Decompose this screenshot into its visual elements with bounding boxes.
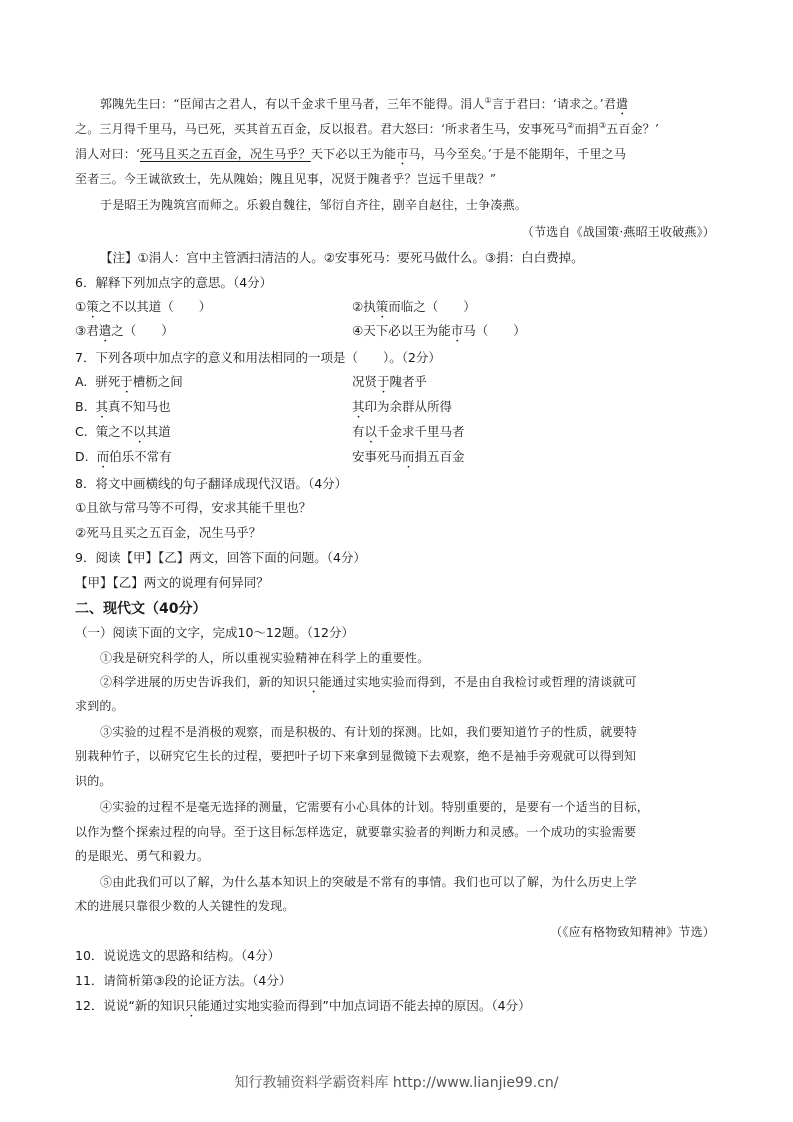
para-2-line-2: 求到的。: [75, 699, 124, 713]
text: 涓人对曰：‘: [75, 147, 141, 161]
q10-stem: 10．说说选文的思路和结构。（4分）: [75, 948, 281, 963]
para-5-line-1: ⑤由此我们可以了解，为什么基本知识上的突破是不常有的事情。我们也可以了解，为什么历史上学: [100, 875, 637, 889]
q7-option-d-left: D. 而伯乐不常有: [75, 449, 172, 464]
footnote-mark: ②: [567, 121, 575, 130]
q7-option-a-right: 况贤于隗者乎: [352, 374, 428, 389]
q7-option-c-left: C. 策之不以其道: [75, 424, 171, 439]
q8-sentence-2: ②死马且买之五百金，况生马乎？: [75, 525, 262, 540]
section-source: （《应有格物致知精神》节选）: [550, 925, 715, 939]
q6-item-d: ④天下必以王为能市马（ ）: [352, 323, 526, 338]
passage-note: 【注】①涓人：宫中主管洒扫清洁的人。②安事死马：要死马做什么。③捐：白白费掉。: [100, 250, 584, 265]
para-4-line-3: 的是眼光、勇气和毅力。: [75, 849, 210, 863]
q7-option-a-left: A. 骈死于槽枥之间: [75, 374, 183, 389]
para-1: ①我是研究科学的人，所以重视实验精神在科学上的重要性。: [100, 651, 430, 665]
q6-stem: 6．解释下列加点字的意思。（4分）: [75, 275, 273, 290]
para-3-line-3: 识的。: [75, 774, 112, 788]
q8-sentence-1: ①且欲与常马等不可得，安求其能千里也？: [75, 500, 312, 515]
text: 言于君曰：‘请求之。’君: [491, 97, 616, 111]
dotted-char: 遣: [615, 97, 629, 111]
passage-line-4: 至者三。今王诚欲致士，先从隗始；隗且见事，况贤于隗者乎？岂远千里哉？”: [75, 172, 497, 186]
q7-option-b-right: 其印为余群从所得: [352, 399, 453, 414]
q7-option-d-right: 安事死马而捐五百金: [352, 449, 465, 464]
q11-stem: 11．请简析第③段的论证方法。（4分）: [75, 973, 292, 988]
text: 马，马今至矣。’于是不能期年，千里之马: [408, 147, 627, 161]
q7-stem: 7．下列各项中加点字的意义和用法相同的一项是（ ）。（2分）: [75, 350, 441, 365]
footnote-mark: ①: [484, 96, 492, 105]
q6-item-b: ②执策而临之（ ）: [352, 299, 476, 314]
q6-item-c: ③君遣之（ ）: [75, 323, 174, 338]
section-intro: （一）阅读下面的文字，完成10～12题。（12分）: [75, 625, 354, 640]
q7-option-b-left: B. 其真不知马也: [75, 399, 171, 414]
passage-line-1: [100, 96, 628, 118]
para-4-line-1: ④实验的过程不是毫无选择的测量，它需要有小心具体的计划。特别重要的，是要有一个适当的目标，: [100, 800, 650, 814]
para-2-line-1: ②科学进展的历史告诉我们，新的知识只能通过实地实验而得到，不是由自我检讨或哲理的清谈就可: [100, 675, 637, 689]
text: 之。三月得千里马，马已死，买其首五百金，反以报君。君大怒曰：‘所求者生马，安事死马: [75, 122, 568, 136]
q9-sub: 【甲】【乙】两文的说理有何异同？: [75, 575, 269, 590]
footer-watermark: 知行教辅资料学霸资料库 http://www.lianjie99.cn/: [234, 1075, 559, 1091]
para-3-line-1: ③实验的过程不是消极的观察，而是积极的、有计划的探测。比如，我们要知道竹子的性质，就要特: [100, 725, 637, 739]
text: 天下必以王为能: [310, 147, 397, 161]
section-heading: 二、现代文（40分）: [75, 601, 207, 617]
footnote-mark: ③: [598, 121, 607, 130]
para-4-line-2: 以作为整个探索过程的向导。至于这目标怎样选定，就要靠实验者的判断力和灵感。一个成功的实验需要: [75, 825, 637, 839]
text: 五百金？’: [606, 122, 660, 136]
passage-source: （节选自《战国策·燕昭王收破燕》）: [521, 225, 715, 239]
q6-item-a: ①策之不以其道（ ）: [75, 299, 212, 314]
text: 而捐: [574, 122, 599, 136]
para-5-line-2: 术的进展只靠很少数的人关键性的发现。: [75, 899, 295, 913]
q9-stem: 9．阅读【甲】【乙】两文，回答下面的问题。（4分）: [75, 550, 366, 565]
passage-line-2: [75, 121, 659, 137]
q7-option-c-right: 有以千金求千里马者: [352, 424, 465, 439]
para-3-line-2: 别栽种竹子，以研究它生长的过程，要把叶子切下来拿到显微镜下去观察，绝不是袖手旁观就可以得到知: [75, 749, 637, 763]
passage-line-5: 于是昭王为隗筑宫而师之。乐毅自魏往，邹衍自齐往，剧辛自赵往，士争凑燕。: [100, 198, 528, 212]
dotted-char: 市: [396, 147, 409, 161]
text: 郭隗先生曰：“臣闻古之君人，有以千金求千里马者，三年不能得。涓人: [100, 97, 485, 111]
passage-line-3: [75, 146, 626, 168]
q8-stem: 8．将文中画横线的句子翻译成现代汉语。（4分）: [75, 476, 348, 491]
q12-stem: 12．说说“新的知识只能通过实地实验而得到”中加点词语不能去掉的原因。（4分）: [75, 998, 531, 1013]
underlined-sentence: 死马且买之五百金，况生马乎？: [140, 147, 311, 161]
